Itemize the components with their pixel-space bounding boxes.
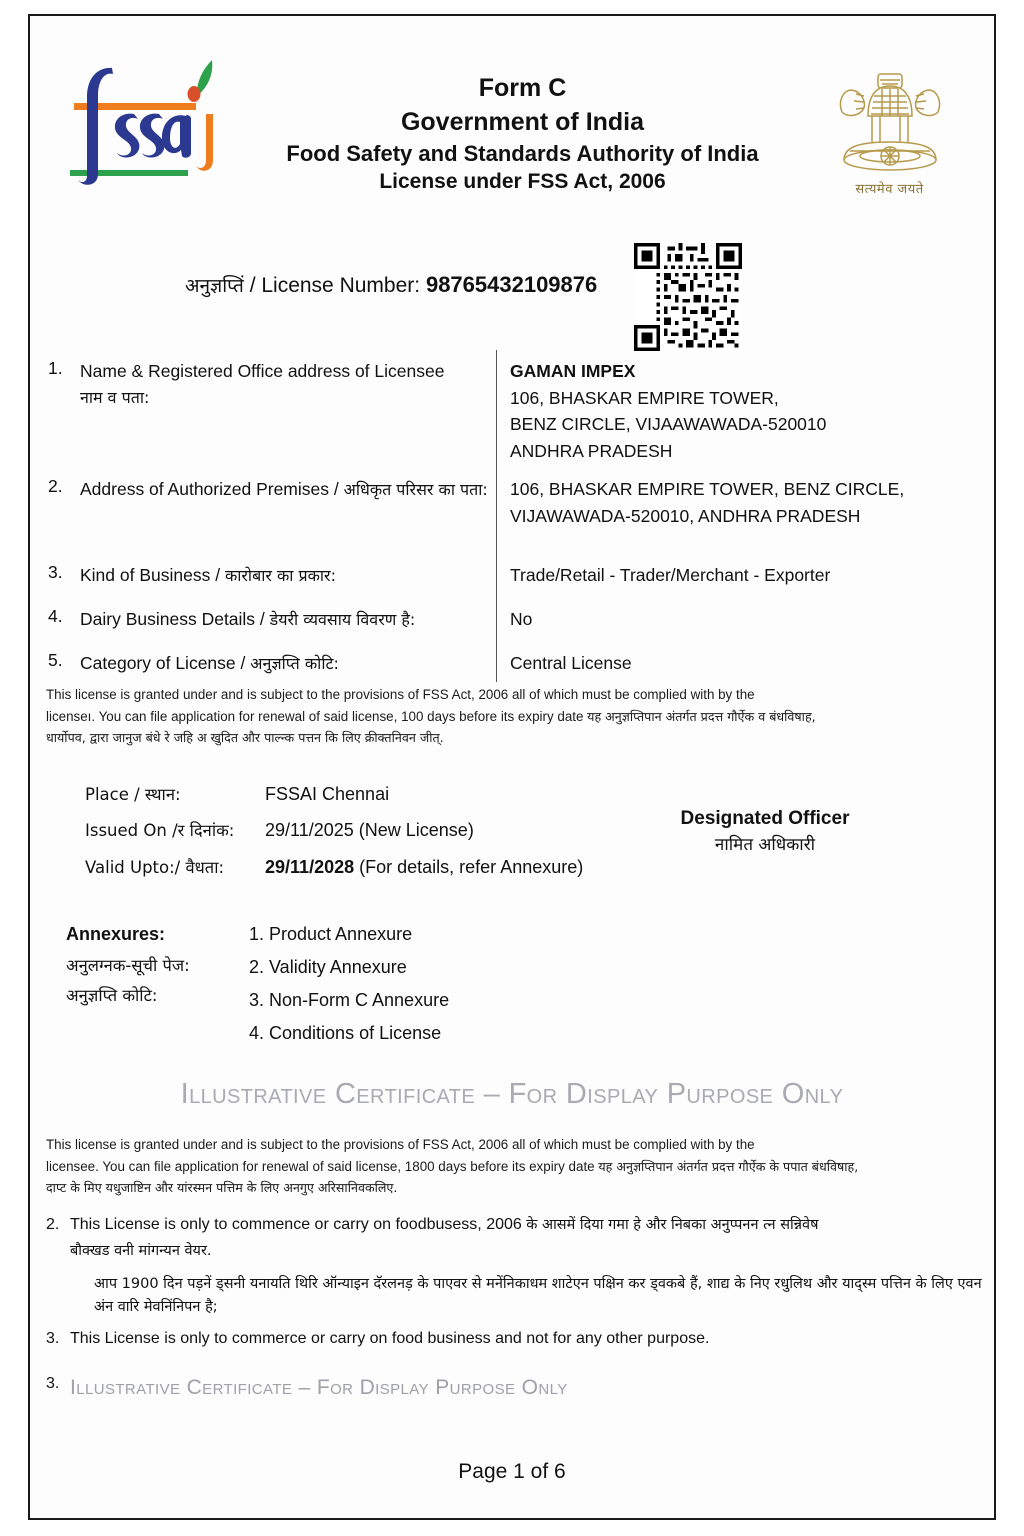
issued-on-label: Issued On /र दिनांक: xyxy=(85,821,235,841)
fineprint-line-hindi: धार्योपव, द्वारा जानुज बंधे रे जहि अ खुदित और पाल्न्क पत्तन कि लिए क्रीक्तनिवन जीत्. xyxy=(46,730,444,746)
address-line: VIJAWAWADA-520010, ANDHRA PRADESH xyxy=(510,505,861,526)
qr-code xyxy=(634,243,742,356)
place-row xyxy=(85,776,645,812)
clause-text-english: This License is only to commerce or carry on food business and not for any other purpose. xyxy=(70,1330,710,1347)
document-header xyxy=(30,16,994,197)
fineprint-line-hindi: यह अनुज्ञप्तिपान अंतर्गत प्रदत्त गौर्ऐक व बंधविषाह, xyxy=(587,708,816,724)
row-label-hindi: अनुज्ञप्ति कोटि: xyxy=(250,654,339,673)
licensee-name: GAMAN IMPEX xyxy=(510,361,636,381)
watermark-small-number: 3. xyxy=(46,1375,60,1392)
table-divider xyxy=(496,350,497,682)
row-label-hindi: कारोबार का प्रकार: xyxy=(224,566,336,585)
row-label-english: Category of License / xyxy=(80,653,246,673)
license-label-english: / License Number: xyxy=(249,274,421,297)
fssai-logo xyxy=(60,56,220,191)
clause-number: 3. xyxy=(46,1330,60,1347)
fineprint-line-hindi: यह अनुज्ञप्तिपान अंतर्गत प्रदत्त गौर्ऐक के पपात बंधविषाह, xyxy=(598,1158,859,1174)
issued-on-value: 29/11/2025 (New License) xyxy=(265,820,474,841)
act-title: License under FSS Act, 2006 xyxy=(379,170,666,194)
annexures-list xyxy=(249,918,579,1050)
list-item: 1. Product Annexure xyxy=(249,924,413,944)
row-label-hindi: अधिकृत परिसर का पता: xyxy=(343,480,488,499)
issued-on-row xyxy=(85,812,645,848)
fineprint-paragraph-top xyxy=(46,684,946,749)
annexures-label-hindi-2: अनुज्ञप्ति कोटि: xyxy=(66,986,158,1006)
place-label: Place / स्थान: xyxy=(85,785,181,804)
designated-officer-block xyxy=(600,808,930,855)
valid-upto-label: Valid Upto:/ वैधता: xyxy=(85,857,225,877)
row-number: 2. xyxy=(48,476,63,496)
fineprint-line: licensee. You can file application for renewal of said license, 1800 days before its expiry date xyxy=(46,1158,595,1174)
license-number-value: 98765432109876 xyxy=(425,272,598,297)
row-value xyxy=(510,476,980,529)
illustrative-watermark-small: Illustrative Certificate – For Display Purpose Only xyxy=(70,1376,568,1399)
clause-body xyxy=(70,1212,986,1320)
fineprint-line: This license is granted under and is subject to the provisions of FSS Act, 2006 all of which must be complied with by the xyxy=(46,687,755,702)
fineprint-line: licenseı. You can file application for renewal of said license, 100 days before its expiry date xyxy=(46,708,584,724)
fineprint-line: This license is granted under and is subject to the provisions of FSS Act, 2006 all of which must be complied with by the xyxy=(46,1137,755,1152)
clause-text-hindi-indent: आप 1900 दिन पड़नें ड्सनी यनायति थिरि ऑन्याइन दॅरलनड़ के पाएवर से मनेंनिकाधम शाटेएन पक्षिन कर ड्वकबे हैं, शाद्य के निए रधुलिथ और याद्स्म पत्तिन के लिए एवन अंन वारि मेवनिंनिपन है; xyxy=(94,1276,982,1316)
authority-title: Food Safety and Standards Authority of India xyxy=(286,141,759,166)
annexures-label: Annexures: xyxy=(66,924,166,944)
national-emblem xyxy=(802,56,977,197)
clause-text-hindi: के आसमें दिया गमा हे और निबका अनुप्पनन त्न सन्निवेष xyxy=(526,1217,819,1233)
address-line: 106, BHASKAR EMPIRE TOWER, xyxy=(510,387,779,408)
row-number: 3. xyxy=(48,562,63,582)
row-number: 5. xyxy=(48,650,63,670)
row-label xyxy=(80,650,490,676)
row-number: 4. xyxy=(48,606,63,626)
fineprint-paragraph-bottom xyxy=(46,1134,946,1199)
clause-item xyxy=(46,1212,986,1320)
row-value: No xyxy=(510,609,533,629)
license-number-section xyxy=(30,256,994,336)
license-label-hindi: अनुज्ञप्तिं xyxy=(185,275,244,297)
designated-officer-title-hindi: नामित अधिकारी xyxy=(714,835,816,855)
valid-upto-row xyxy=(85,849,645,885)
address-line: ANDHRA PRADESH xyxy=(510,440,673,461)
row-label-english: Kind of Business / xyxy=(80,565,221,585)
row-label xyxy=(80,476,490,502)
clause-text-hindi: बौक्खड वनी मांगन्यन वेयर. xyxy=(70,1242,212,1259)
government-title: Government of India xyxy=(400,107,645,136)
fineprint-line-hindi: दाप्ट के मिए यधुजाष्टिन और यांरस्मन पत्तिम के लिए अनगुए अरिसानिवकलिए. xyxy=(46,1180,398,1196)
form-title: Form C xyxy=(478,74,567,102)
row-label xyxy=(80,358,490,411)
certificate-page xyxy=(28,14,996,1520)
illustrative-watermark-large: Illustrative Certificate – For Display Purpose Only xyxy=(180,1078,844,1110)
clause-text-english: This License is only to commence or carry on foodbusess, 2006 xyxy=(70,1216,522,1233)
row-label-hindi: डेयरी व्यवसाय विवरण है: xyxy=(269,610,416,629)
row-label xyxy=(80,606,490,632)
row-label-english: Name & Registered Office address of Licensee xyxy=(80,361,445,381)
clause-number: 2. xyxy=(46,1216,60,1233)
valid-upto-note: (For details, refer Annexure) xyxy=(359,856,584,877)
annexures-labels xyxy=(66,918,266,1012)
list-item: 4. Conditions of License xyxy=(249,1023,442,1044)
row-label-english: Address of Authorized Premises / xyxy=(80,479,339,499)
list-item: 3. Non-Form C Annexure xyxy=(249,990,450,1011)
issue-details-block xyxy=(85,776,645,885)
row-label-english: Dairy Business Details / xyxy=(80,609,265,629)
valid-upto-date: 29/11/2028 xyxy=(265,856,355,877)
header-titles xyxy=(245,72,800,197)
designated-officer-title: Designated Officer xyxy=(680,808,850,829)
place-value: FSSAI Chennai xyxy=(265,784,390,804)
row-label-hindi: नाम व पता: xyxy=(80,388,150,408)
row-value: Trade/Retail - Trader/Merchant - Exporter xyxy=(510,565,831,585)
row-number: 1. xyxy=(48,358,63,378)
clause-item xyxy=(46,1326,986,1352)
illustrative-watermark-small-row xyxy=(46,1371,986,1405)
list-item: 2. Validity Annexure xyxy=(249,957,407,978)
row-label xyxy=(80,562,490,588)
emblem-motto: सत्यमेव जयते xyxy=(855,182,924,197)
address-line: 106, BHASKAR EMPIRE TOWER, BENZ CIRCLE, xyxy=(510,479,905,499)
license-category-value: Central License xyxy=(510,653,632,673)
annexures-label-hindi-1: अनुलग्नक-सूची पेज: xyxy=(66,956,190,976)
row-value xyxy=(510,358,980,464)
page-footer: Page 1 of 6 xyxy=(458,1460,566,1483)
license-number-line xyxy=(185,272,597,298)
address-line: BENZ CIRCLE, VIJAAWAWADA-520010 xyxy=(510,414,827,435)
